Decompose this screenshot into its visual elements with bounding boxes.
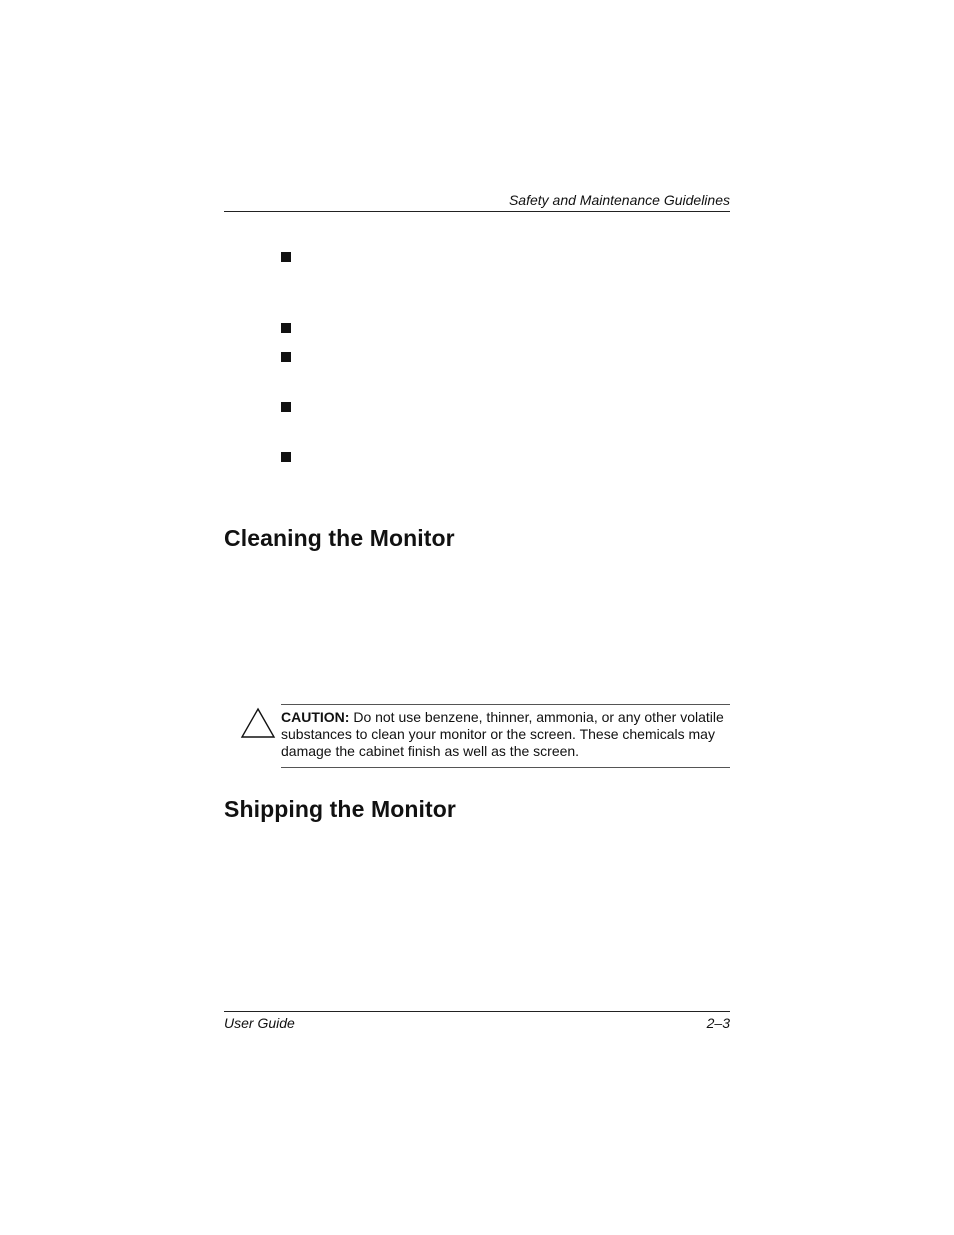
bullet-marker xyxy=(281,452,291,462)
caution-triangle-icon xyxy=(240,707,276,739)
caution-note xyxy=(281,709,730,760)
bullet-marker xyxy=(281,252,291,262)
footer-document-title: User Guide xyxy=(224,1015,295,1031)
caution-body: Do not use benzene, thinner, ammonia, or any other volatile substances to clean your monitor or the screen. These chemicals may damage the cabinet finish as well as the screen. xyxy=(281,709,724,759)
bullet-marker xyxy=(281,402,291,412)
running-header: Safety and Maintenance Guidelines xyxy=(508,192,730,208)
cleaning-section-heading: Cleaning the Monitor xyxy=(224,525,455,551)
bullet-marker xyxy=(281,352,291,362)
footer-page-number: 2–3 xyxy=(706,1015,730,1031)
caution-top-rule xyxy=(281,704,730,705)
shipping-section-heading: Shipping the Monitor xyxy=(224,796,456,822)
footer-rule xyxy=(224,1011,730,1012)
header-rule xyxy=(224,211,730,212)
bullet-marker xyxy=(281,323,291,333)
caution-label: CAUTION: xyxy=(281,709,350,725)
caution-bottom-rule xyxy=(281,767,730,768)
